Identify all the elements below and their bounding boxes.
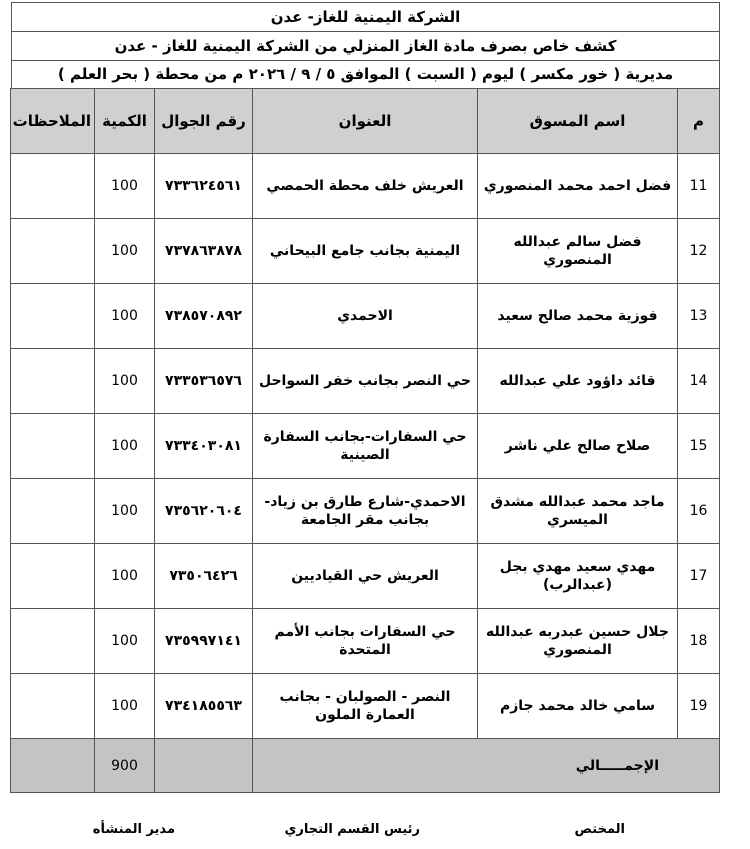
distribution-table (10, 88, 720, 793)
mobile-cell: ٧٣٥٠٦٤٢٦ (155, 544, 253, 609)
quantity-cell: 100 (95, 284, 155, 349)
notes-cell (11, 479, 95, 544)
table-row (11, 154, 720, 219)
row-index: 15 (678, 414, 720, 479)
address-cell: حي النصر بجانب خفر السواحل (253, 349, 478, 414)
address-cell: العريش حي القياديين (253, 544, 478, 609)
total-empty-mobile (155, 739, 253, 793)
notes-cell (11, 284, 95, 349)
row-index: 18 (678, 609, 720, 674)
notes-cell (11, 674, 95, 739)
address-cell: الاحمدي-شارع طارق بن زياد-بجانب مقر الجامعة (253, 479, 478, 544)
quantity-cell: 100 (95, 479, 155, 544)
document-sheet (11, 2, 720, 793)
commercial-head-signature-label: رئيس القسم التجاري (284, 822, 420, 837)
column-header-index: م (678, 89, 720, 154)
row-index: 16 (678, 479, 720, 544)
table-row (11, 349, 720, 414)
row-index: 11 (678, 154, 720, 219)
address-cell: اليمنية بجانب جامع البيحاني (253, 219, 478, 284)
marketer-name: فوزية محمد صالح سعيد (478, 284, 678, 349)
marketer-name: صلاح صالح علي ناشر (478, 414, 678, 479)
address-cell: حي السفارات بجانب الأمم المتحدة (253, 609, 478, 674)
mobile-cell: ٧٣٧٨٦٣٨٧٨ (155, 219, 253, 284)
statement-title: كشف خاص بصرف مادة الغاز المنزلي من الشركة اليمنية للغاز - عدن (11, 31, 720, 60)
marketer-name: ماجد محمد عبدالله مشدق الميسري (478, 479, 678, 544)
quantity-cell: 100 (95, 674, 155, 739)
quantity-cell: 100 (95, 154, 155, 219)
mobile-cell: ٧٣٨٥٧٠٨٩٢ (155, 284, 253, 349)
table-row (11, 479, 720, 544)
company-title: الشركة اليمنية للغاز- عدن (11, 2, 720, 31)
quantity-cell: 100 (95, 349, 155, 414)
notes-cell (11, 154, 95, 219)
quantity-cell: 100 (95, 414, 155, 479)
table-header-row (11, 89, 720, 154)
table-row (11, 414, 720, 479)
mobile-cell: ٧٣٥٩٩٧١٤١ (155, 609, 253, 674)
total-row (11, 739, 720, 793)
quantity-cell: 100 (95, 609, 155, 674)
marketer-name: جلال حسين عبدربه عبدالله المنصوري (478, 609, 678, 674)
marketer-name: سامي خالد محمد جازم (478, 674, 678, 739)
table-row (11, 609, 720, 674)
table-row (11, 674, 720, 739)
marketer-name: قائد داؤود علي عبدالله (478, 349, 678, 414)
signature-footer (11, 818, 720, 844)
column-header-quantity: الكمية (95, 89, 155, 154)
address-cell: النصر - الصولبان - بجانب العمارة الملون (253, 674, 478, 739)
total-quantity: 900 (95, 739, 155, 793)
address-cell: حي السفارات-بجانب السفارة الصينية (253, 414, 478, 479)
row-index: 14 (678, 349, 720, 414)
marketer-name: مهدي سعيد مهدي بجل (عبدالرب) (478, 544, 678, 609)
table-row (11, 284, 720, 349)
notes-cell (11, 349, 95, 414)
column-header-mobile: رقم الجوال (155, 89, 253, 154)
mobile-cell: ٧٣٣٤٠٣٠٨١ (155, 414, 253, 479)
column-header-notes: الملاحظات (11, 89, 95, 154)
specialist-signature-label: المختص (574, 822, 625, 837)
table-row (11, 544, 720, 609)
total-label: الإجمـــــالي (253, 739, 720, 793)
quantity-cell: 100 (95, 544, 155, 609)
row-index: 19 (678, 674, 720, 739)
mobile-cell: ٧٣٤١٨٥٥٦٣ (155, 674, 253, 739)
row-index: 13 (678, 284, 720, 349)
marketer-name: فضل احمد محمد المنصوري (478, 154, 678, 219)
table-row (11, 219, 720, 284)
column-header-address: العنوان (253, 89, 478, 154)
notes-cell (11, 544, 95, 609)
address-cell: الاحمدي (253, 284, 478, 349)
notes-cell (11, 414, 95, 479)
quantity-cell: 100 (95, 219, 155, 284)
district-date-station: مديرية ( خور مكسر ) ليوم ( السبت ) الموافق ٥ / ٩ / ٢٠٢٦ م من محطة ( بحر العلم ) (11, 60, 720, 88)
row-index: 12 (678, 219, 720, 284)
address-cell: العريش خلف محطة الحمصي (253, 154, 478, 219)
mobile-cell: ٧٣٣٦٢٤٥٦١ (155, 154, 253, 219)
mobile-cell: ٧٣٥٦٢٠٦٠٤ (155, 479, 253, 544)
notes-cell (11, 609, 95, 674)
column-header-name: اسم المسوق (478, 89, 678, 154)
facility-manager-signature-label: مدير المنشأه (92, 822, 175, 837)
mobile-cell: ٧٣٣٥٣٦٥٧٦ (155, 349, 253, 414)
marketer-name: فضل سالم عبدالله المنصوري (478, 219, 678, 284)
notes-cell (11, 219, 95, 284)
total-empty-notes (11, 739, 95, 793)
row-index: 17 (678, 544, 720, 609)
